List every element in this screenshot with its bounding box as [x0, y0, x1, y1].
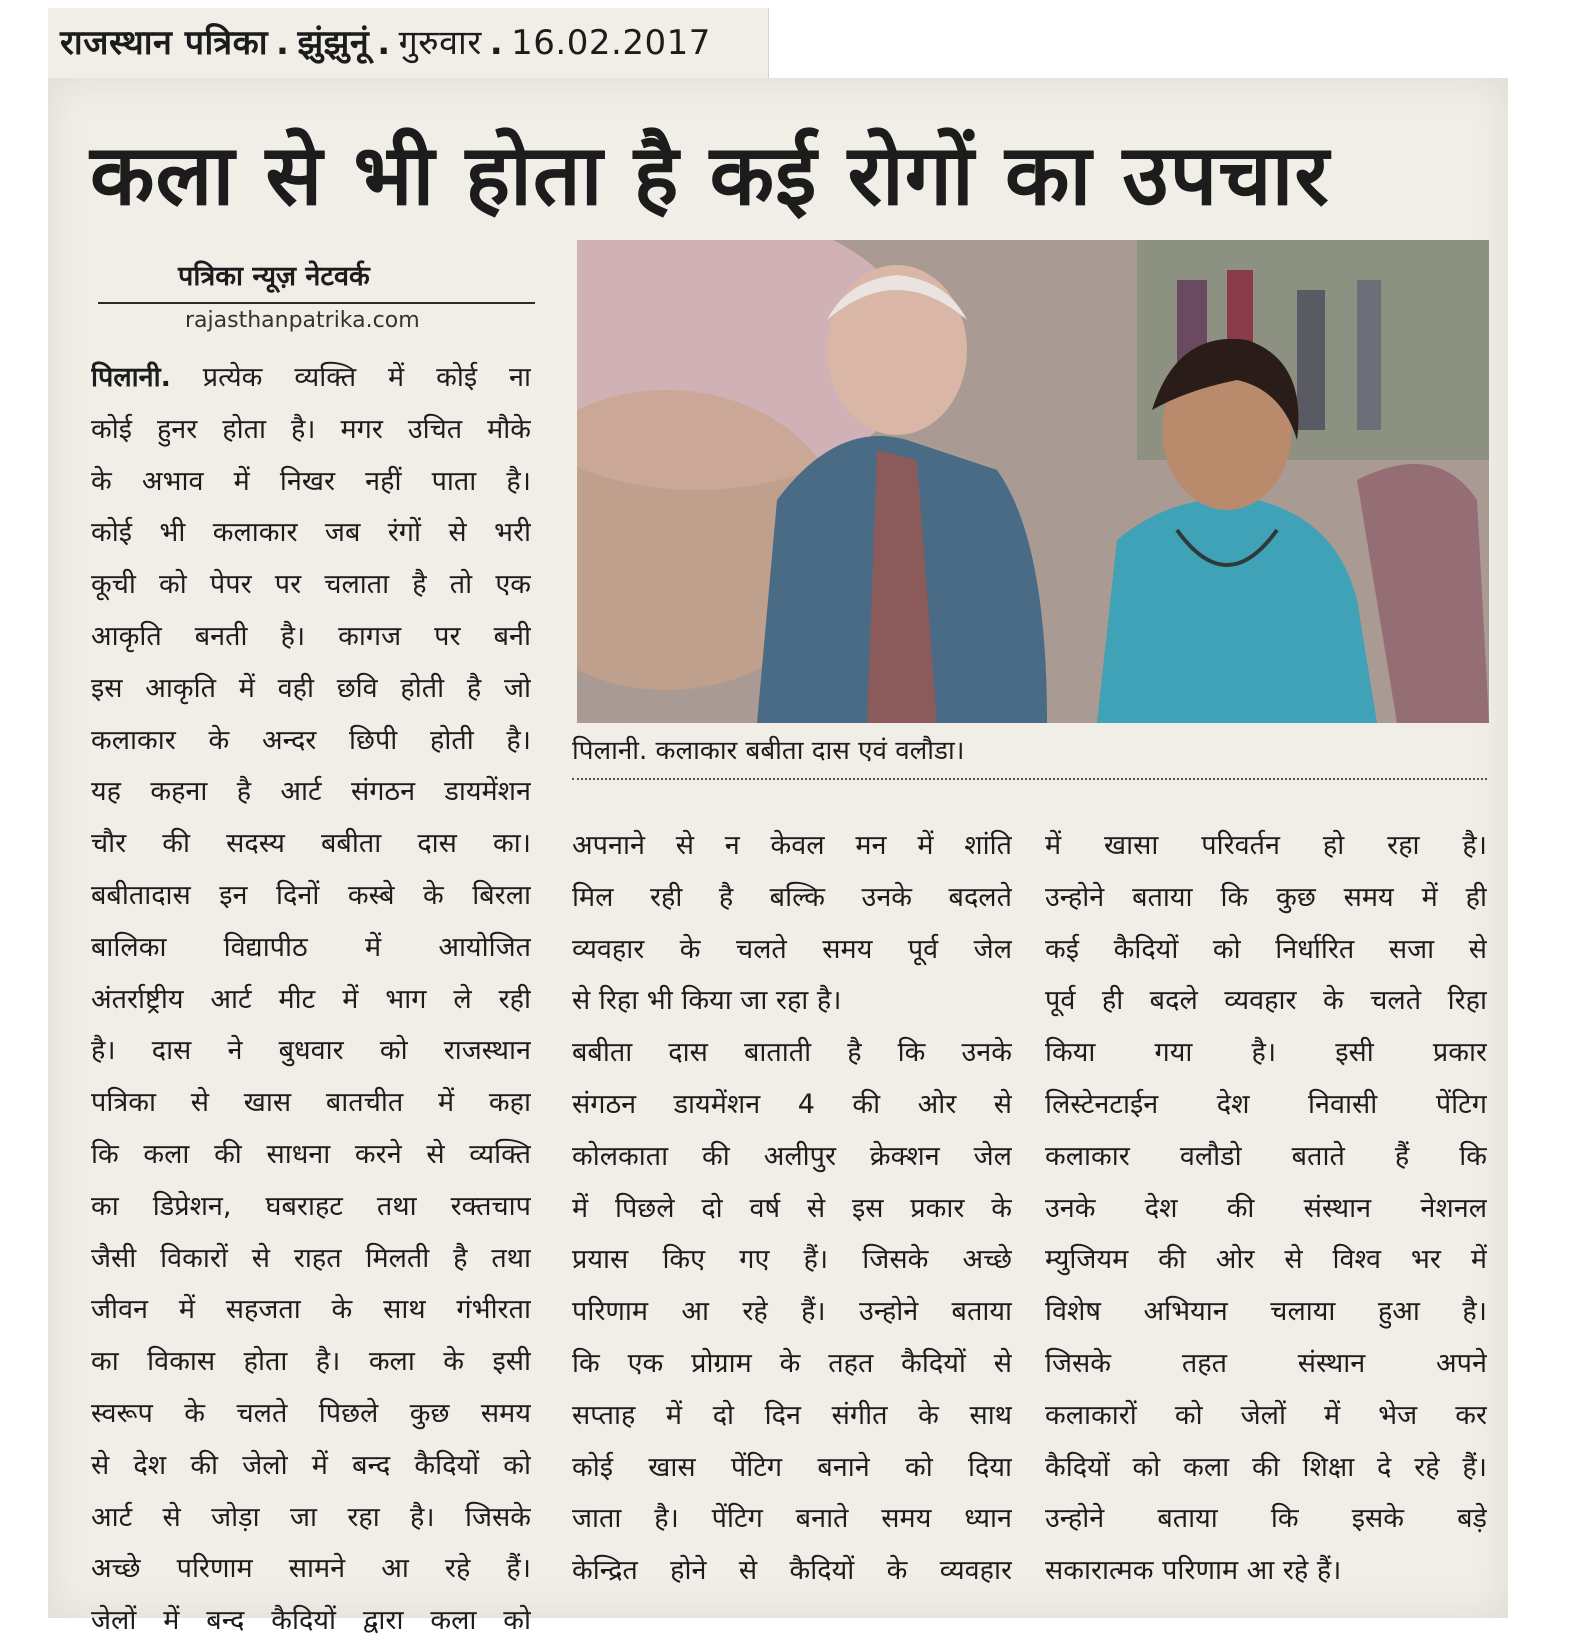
text-line: स्वरूप के चलते पिछले कुछ समय [91, 1397, 531, 1429]
text-line: उनके देश की संस्थान नेशनल [1045, 1192, 1487, 1224]
text-line: अपनाने से न केवल मन में शांति [572, 830, 1012, 861]
text-line: कलाकारों को जेलों में भेज कर [1045, 1399, 1487, 1431]
text-line: परिणाम आ रहे हैं। उन्होने बताया [572, 1296, 1012, 1328]
text-line: म्युजियम की ओर से विश्व भर में [1045, 1244, 1487, 1276]
text-line: कलाकार वलौडो बताते हैं कि [1045, 1140, 1487, 1172]
news-photo [577, 240, 1489, 723]
text-line: मिल रही है बल्कि उनके बदलते [572, 881, 1012, 913]
paper-name: राजस्थान पत्रिका [60, 23, 269, 63]
text-line: विशेष अभियान चलाया हुआ है। [1045, 1296, 1487, 1328]
text-line: में पिछले दो वर्ष से इस प्रकार के [572, 1192, 1012, 1224]
byline: पत्रिका न्यूज़ नेटवर्क [178, 261, 370, 292]
text-line: कोलकाता की अलीपुर क्रेक्शन जेल [572, 1140, 1012, 1172]
headline: कला से भी होता है कई रोगों का उपचार [90, 126, 1330, 224]
text-line: कोई खास पेंटिग बनाने को दिया [572, 1451, 1012, 1483]
text-line: व्यवहार के चलते समय पूर्व जेल [572, 933, 1012, 965]
text-line: कई कैदियों को निर्धारित सजा से [1045, 933, 1487, 965]
issue-date: 16.02.2017 [511, 23, 711, 63]
text-line: जिसके तहत संस्थान अपने [1045, 1347, 1487, 1379]
text-line: बबीता दास बाताती है कि उनके [572, 1037, 1012, 1069]
text-line: बालिका विद्यापीठ में आयोजित [91, 931, 531, 963]
text-line: का डिप्रेशन, घबराहट तथा रक्तचाप [91, 1190, 531, 1222]
text-line: उन्होने बताया कि कुछ समय में ही [1045, 881, 1487, 913]
text-line: से देश की जेलो में बन्द कैदियों को [91, 1449, 531, 1481]
text-line [91, 352, 531, 404]
text-line: कोई हुनर होता है। मगर उचित मौके [91, 413, 531, 445]
article-column-2 [572, 820, 1012, 1597]
text-line: अंतर्राष्ट्रीय आर्ट मीट में भाग ले रही [91, 983, 531, 1015]
dateline: पिलानी. [91, 362, 171, 393]
text-line: अच्छे परिणाम सामने आ रहे हैं। [91, 1553, 531, 1585]
text-line: जाता है। पेंटिग बनाते समय ध्यान [572, 1503, 1012, 1535]
text-line: का विकास होता है। कला के इसी [91, 1346, 531, 1378]
text-line: से रिहा भी किया जा रहा है। [572, 985, 842, 1017]
text-line: किया गया है। इसी प्रकार [1045, 1037, 1487, 1069]
text-line: इस आकृति में वही छवि होती है जो [91, 672, 531, 704]
text-line: कूची को पेपर पर चलाता है तो एक [91, 569, 531, 601]
text-line: कलाकार के अन्दर छिपी होती है। [91, 724, 531, 756]
article-column-1 [91, 352, 531, 1647]
text-line: पूर्व ही बदले व्यवहार के चलते रिहा [1045, 985, 1487, 1017]
text-line: सकारात्मक परिणाम आ रहे हैं। [1045, 1555, 1342, 1587]
city-name: झुंझुनूं [297, 23, 370, 63]
byline-rule [98, 302, 535, 304]
text-line: के अभाव में निखर नहीं पाता है। [91, 465, 531, 497]
text-line: है। दास ने बुधवार को राजस्थान [91, 1035, 531, 1067]
text-line: यह कहना है आर्ट संगठन डायमेंशन [91, 776, 531, 808]
text-line: केन्द्रित होने से कैदियों के व्यवहार [572, 1555, 1012, 1587]
text-line: लिस्टेनटाईन देश निवासी पेंटिग [1045, 1088, 1487, 1120]
text-line: में खासा परिवर्तन हो रहा है। [1045, 830, 1487, 861]
text-line: संगठन डायमेंशन 4 की ओर से [572, 1088, 1012, 1120]
text-line: बबीतादास इन दिनों कस्बे के बिरला [91, 879, 531, 911]
text-line: कि कला की साधना करने से व्यक्ति [91, 1138, 531, 1170]
text-line: कैदियों को कला की शिक्षा दे रहे हैं। [1045, 1451, 1487, 1483]
text-line: सप्ताह में दो दिन संगीत के साथ [572, 1399, 1012, 1431]
caption-divider [572, 778, 1487, 780]
text-line: जेलों में बन्द कैदियों द्वारा कला को [91, 1605, 531, 1637]
website: rajasthanpatrika.com [185, 308, 420, 333]
text-line-body: प्रत्येक व्यक्ति में कोई ना [170, 362, 531, 393]
text-line: पत्रिका से खास बातचीत में कहा [91, 1087, 531, 1119]
text-line: जैसी विकारों से राहत मिलती है तथा [91, 1242, 531, 1274]
weekday: गुरुवार [398, 23, 482, 63]
masthead: राजस्थान पत्रिका . झुंझुनूं . गुरुवार . 16.02.2017 [60, 23, 711, 63]
photo-caption: पिलानी. कलाकार बबीता दास एवं वलौडा। [572, 736, 965, 766]
text-line: कोई भी कलाकार जब रंगों से भरी [91, 517, 531, 549]
text-line: जीवन में सहजता के साथ गंभीरता [91, 1294, 531, 1326]
text-line: कि एक प्रोग्राम के तहत कैदियों से [572, 1347, 1012, 1379]
text-line: उन्होने बताया कि इसके बड़े [1045, 1503, 1487, 1535]
text-line: आकृति बनती है। कागज पर बनी [91, 620, 531, 652]
text-line: प्रयास किए गए हैं। जिसके अच्छे [572, 1244, 1012, 1276]
article-column-3 [1045, 820, 1487, 1597]
text-line: आर्ट से जोड़ा जा रहा है। जिसके [91, 1501, 531, 1533]
text-line: चौर की सदस्य बबीता दास का। [91, 828, 531, 860]
